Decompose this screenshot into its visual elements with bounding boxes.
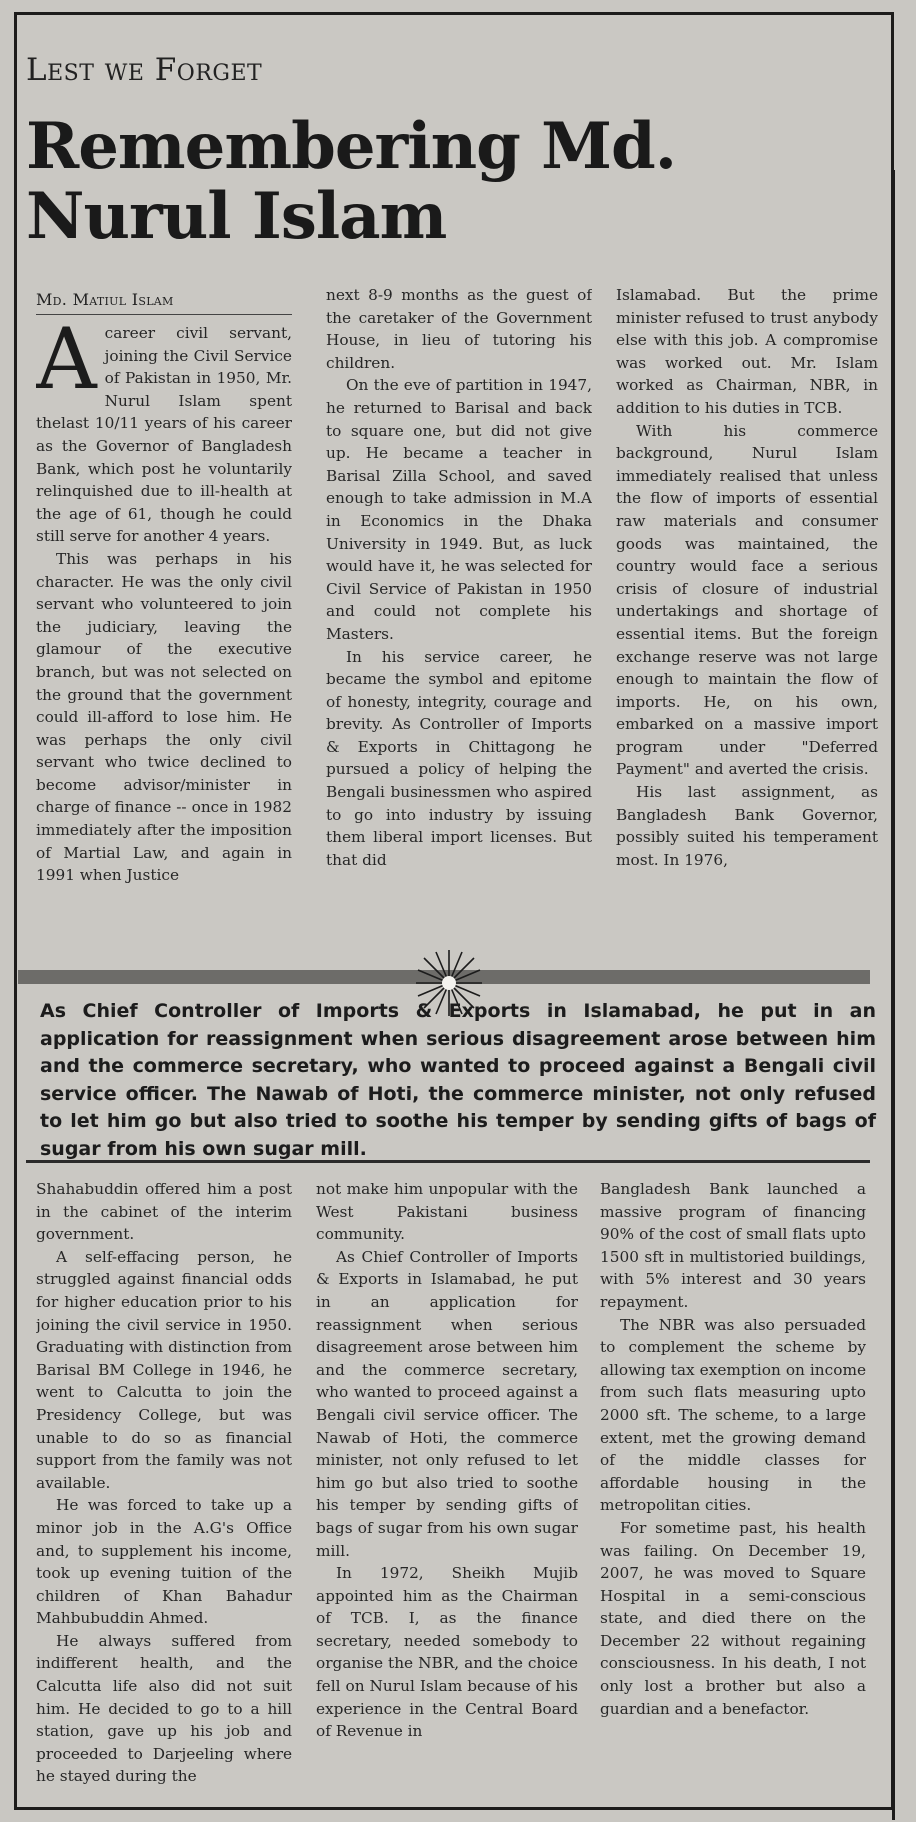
paragraph: As Chief Controller of Imports & Exports in Islamabad, he put in an application for reassignment when serious disagreement arose between him and the commerce secretary, who wanted to proceed against a Bengali civil service officer. The Nawab of Hoti, the commerce minister, not only refused to let him go but also tried to soothe his temper by sending gifts of bags of sugar from his own sugar mill. (316, 1247, 578, 1560)
paragraph: next 8-9 months as the guest of the caretaker of the Government House, in lieu of tutoring his children. (326, 286, 592, 372)
bottom-column-2 (316, 1178, 578, 1808)
frame-right-edge (892, 170, 895, 1820)
paragraph: He was forced to take up a minor job in the A.G's Office and, to supplement his income, took up evening tuition of the children of Khan Bahadur Mahbubuddin Ahmed. (36, 1496, 292, 1628)
top-column-1 (36, 322, 292, 962)
paragraph: The NBR was also persuaded to complement the scheme by allowing tax exemption on income from such flats measuring upto 2000 sft. The scheme, to a large extent, met the growing demand of the middle classes for affordable housing in the metropolitan cities. (600, 1315, 866, 1515)
paragraph: A self-effacing person, he struggled against financial odds for higher education prior to his joining the civil service in 1950. Graduating with distinction from Barisal BM College in 1946, he went to Calcutta to join the Presidency College, but was unable to do so as financial support from the family was not available. (36, 1247, 292, 1492)
bottom-column-3 (600, 1178, 866, 1808)
paragraph: For sometime past, his health was failing. On December 19, 2007, he was moved to Square Hospital in a semi-conscious state, and died there on the December 22 without regaining consciousness. In his death, I not only lost a brother but also a guardian and a benefactor. (600, 1518, 866, 1718)
top-column-2 (326, 284, 592, 964)
paragraph: In his service career, he became the symbol and epitome of honesty, integrity, courage and brevity. As Controller of Imports & Exports in Chittagong he pursued a policy of helping the Bengali businessmen who aspired to go into industry by issuing them liberal import licenses. But that did (326, 647, 592, 869)
frame-top-edge (14, 12, 894, 15)
paragraph: On the eve of partition in 1947, he returned to Barisal and back to square one, but did not give up. He became a teacher in Barisal Zilla School, and saved enough to take admission in M.A in Economics in the Dhaka University in 1949. But, as luck would have it, he was selected for Civil Service of Pakistan in 1950 and could not complete his Masters. (326, 376, 592, 643)
pullquote-rule (26, 1160, 870, 1163)
paragraph: Shahabuddin offered him a post in the cabinet of the interim government. (36, 1180, 292, 1244)
paragraph: Islamabad. But the prime minister refused to trust anybody else with this job. A compromise was worked out. Mr. Islam worked as Chairman, NBR, in addition to his duties in TCB. (616, 286, 878, 417)
paragraph: His last assignment, as Bangladesh Bank Governor, possibly suited his temperament most. In 1976, (616, 783, 878, 869)
paragraph: Acareer civil servant, joining the Civil Service of Pakistan in 1950, Mr. Nurul Islam spent thelast 10/11 years of his career as the Governor of Bangladesh Bank, which post he voluntarily relinquished due to ill-health at the age of 61, though he could still serve for another 4 years. (36, 322, 292, 546)
paragraph: This was perhaps in his character. He was the only civil servant who volunteered to join the judiciary, leaving the glamour of the executive branch, but was not selected on the ground that the government could ill-afford to lose him. He was perhaps the only civil servant who twice declined to become advisor/minister in charge of finance -- once in 1982 immediately after the imposition of Martial Law, and again in 1991 when Justice (36, 549, 292, 885)
dropcap: A (36, 322, 97, 408)
top-column-3 (616, 284, 878, 964)
paragraph: not make him unpopular with the West Pakistani business community. (316, 1180, 578, 1244)
paragraph: With his commerce background, Nurul Islam immediately realised that unless the flow of imports of essential raw materials and consumer goods was maintained, the country would face a serious crisis of closure of industrial undertakings and shortage of essential items. But the foreign exchange reserve was not large enough to maintain the flow of imports. He, on his own, embarked on a massive import program under "Deferred Payment" and averted the crisis. (616, 421, 878, 779)
byline-rule (36, 314, 292, 315)
paragraph: Bangladesh Bank launched a massive program of financing 90% of the cost of small flats upto 1500 sft in multistoried buildings, with 5% interest and 30 years repayment. (600, 1180, 866, 1311)
paragraph: He always suffered from indifferent health, and the Calcutta life also did not suit him. He decided to go to a hill station, gave up his job and proceeded to Darjeeling where he stayed during the (36, 1631, 292, 1786)
bottom-column-1 (36, 1178, 292, 1808)
section-kicker: Lest we Forget (26, 52, 263, 88)
byline: Md. Matiul Islam (36, 290, 174, 309)
headline: Remembering Md. Nurul Islam (26, 109, 676, 254)
paragraph: In 1972, Sheikh Mujib appointed him as the Chairman of TCB. I, as the finance secretary, needed somebody to organise the NBR, and the choice fell on Nurul Islam because of his experience in the Central Board of Revenue in (316, 1564, 578, 1741)
pullquote: As Chief Controller of Imports & Exports in Islamabad, he put in an application for reassignment when serious disagreement arose between him and the commerce secretary, who wanted to proceed against a Bengali civil service officer. The Nawab of Hoti, the commerce minister, not only refused to let him go but also tried to soothe his temper by sending gifts of bags of sugar from his own sugar mill. (40, 1000, 876, 1160)
